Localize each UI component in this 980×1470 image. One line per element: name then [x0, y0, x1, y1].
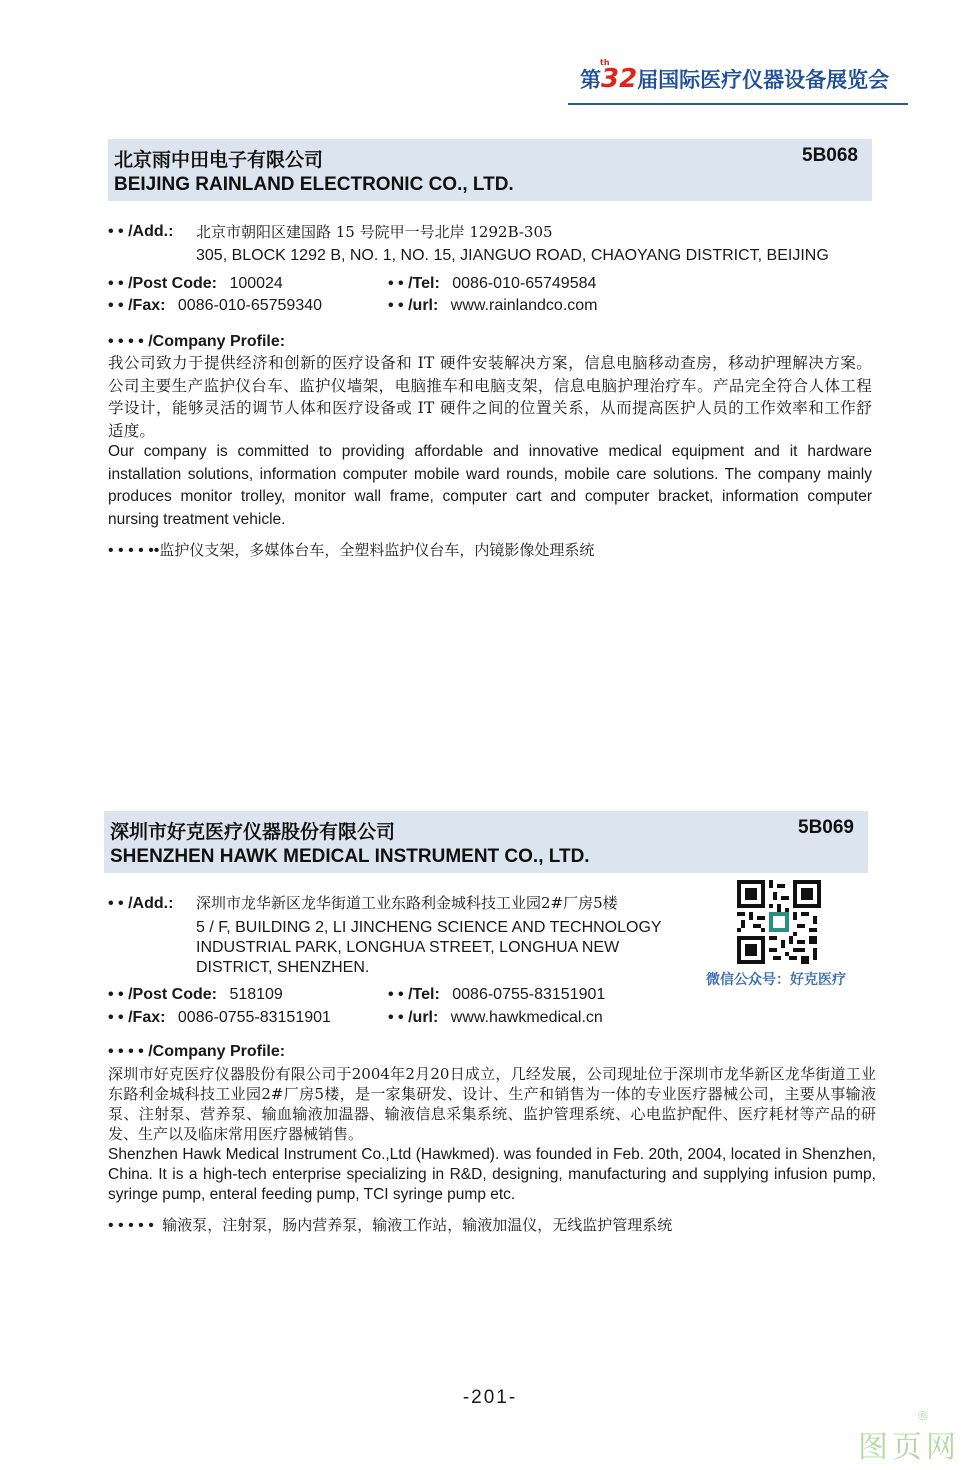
company-2-fax-row: [108, 1008, 331, 1028]
post-code-value: 518109: [229, 986, 283, 1003]
company-1-profile-label: [108, 332, 285, 352]
fax-value: 0086-0755-83151901: [177, 1009, 331, 1026]
qr-caption: 微信公众号：好克医疗: [706, 972, 846, 988]
post-code-value: 100024: [229, 275, 283, 292]
exhibition-title-prefix: 第: [580, 68, 601, 92]
company-2-booth: 5B069: [798, 817, 854, 838]
company-2-products-row: [108, 1215, 672, 1236]
url-label: • • /url:: [388, 1009, 439, 1026]
tel-label: • • /Tel:: [388, 986, 440, 1003]
company-1-name-en: BEIJING RAINLAND ELECTRONIC CO., LTD.: [114, 174, 514, 195]
watermark: 图页网: [858, 1430, 960, 1465]
company-2-tel-row: [388, 985, 605, 1005]
address-label: • • /Add.:: [108, 895, 174, 912]
tel-label: • • /Tel:: [388, 275, 440, 292]
company-2-title-band: [104, 811, 868, 873]
company-2-address-cn: 深圳市龙华新区龙华街道工业东路利金城科技工业园2#厂房5楼: [196, 894, 618, 912]
company-1-address-en: 305, BLOCK 1292 B, NO. 1, NO. 15, JIANGUO ROAD, CHAOYANG DISTRICT, BEIJING: [196, 247, 829, 264]
products-bullets: • • • • ••: [108, 542, 160, 559]
url-link[interactable]: www.rainlandco.com: [450, 297, 598, 314]
company-2-profile-label: [108, 1042, 285, 1062]
company-1-title-band: [108, 139, 872, 201]
company-2-address-row: [108, 894, 173, 914]
tel-value: 0086-010-65749584: [452, 275, 597, 292]
company-2-name-cn: 深圳市好克医疗仪器股份有限公司: [110, 821, 396, 843]
tel-value: 0086-0755-83151901: [452, 986, 606, 1003]
fax-label: • • /Fax:: [108, 1009, 166, 1026]
company-1-profile-en: Our company is committed to providing affordable and innovative medical equipment and it hardware installation solutions, information computer mobile ward rounds, mobile care solutions. The company mainly produces monitor trolley, monitor wall frame, computer cart and computer bracket, information computer nursing treatment vehicle.: [108, 443, 872, 528]
company-1-booth: 5B068: [802, 145, 858, 166]
company-1-address-cn: 北京市朝阳区建国路 15 号院甲一号北岸 1292B-305: [196, 223, 553, 241]
fax-value: 0086-010-65759340: [177, 297, 323, 314]
url-link[interactable]: www.hawkmedical.cn: [450, 1009, 603, 1026]
company-1-tel-row: [388, 274, 596, 294]
company-1-url-row: [388, 296, 598, 316]
company-1-post-row: [108, 274, 283, 294]
company-1-fax-row: [108, 296, 322, 316]
fax-label: • • /Fax:: [108, 297, 166, 314]
company-2-post-row: [108, 985, 283, 1005]
company-1-address-row: [108, 222, 173, 242]
exhibition-number-superscript: th: [600, 58, 610, 67]
header-rule: [568, 103, 908, 105]
watermark-registered-mark: ®: [918, 1408, 928, 1423]
url-label: • • /url:: [388, 297, 439, 314]
exhibition-number: 32: [601, 64, 638, 94]
company-2-profile-cn: 深圳市好克医疗仪器股份有限公司于2004年2月20日成立，几经发展，公司现址位于深圳市龙华新区龙华街道工业东路利金城科技工业园2#厂房5楼，是一家集研发、设计、生产和销售为一体的专业医疗器械公司，主要从事输液泵、注射泵、营养泵、输血输液加温器、输液信息采集系统、监护管理系统、心电监护配件、医疗耗材等产品的研发、生产以及临床常用医疗器械销售。: [108, 1065, 876, 1143]
company-1-products-row: [108, 540, 594, 561]
exhibition-title: [580, 58, 890, 94]
company-2-address-en-3: DISTRICT, SHENZHEN.: [196, 959, 370, 976]
company-1-profile-cn: 我公司致力于提供经济和创新的医疗设备和 IT 硬件安装解决方案，信息电脑移动查房，移动护理解决方案。公司主要生产监护仪台车、监护仪墙架，电脑推车和电脑支架，信息电脑护理治疗车。产品完全符合人体工程学设计，能够灵活的调节人体和医疗设备或 IT 硬件之间的位置关系，从而提高医护人员的工作效率和工作舒适度。: [108, 354, 872, 440]
exhibition-title-suffix: 届国际医疗仪器设备展览会: [637, 68, 890, 92]
products-list: 输液泵，注射泵，肠内营养泵，输液工作站，输液加温仪，无线监护管理系统: [162, 1216, 673, 1234]
company-2-name-en: SHENZHEN HAWK MEDICAL INSTRUMENT CO., LTD.: [110, 846, 590, 867]
page-number: -201-: [462, 1387, 518, 1408]
company-2-url-row: [388, 1008, 603, 1028]
qr-code-icon: [737, 880, 821, 964]
company-1-name-cn: 北京雨中田电子有限公司: [114, 149, 324, 171]
company-2-address-en-1: 5 / F, BUILDING 2, LI JINCHENG SCIENCE AND TECHNOLOGY: [196, 919, 662, 936]
products-list: 监护仪支架，多媒体台车，全塑料监护仪台车，内镜影像处理系统: [159, 541, 595, 559]
post-code-label: • • /Post Code:: [108, 986, 217, 1003]
company-2-profile-en: Shenzhen Hawk Medical Instrument Co.,Ltd (Hawkmed). was founded in Feb. 20th, 2004, located in Shenzhen, China. It is a high-tech enterprise specializing in R&D, designing, manufacturing and supplying infusion pump, syringe pump, enteral feeding pump, TCI syringe pump etc.: [108, 1146, 876, 1203]
profile-label: • • • • /Company Profile:: [108, 333, 286, 350]
address-label: • • /Add.:: [108, 223, 174, 240]
products-bullets: • • • • •: [108, 1217, 154, 1234]
company-2-address-en-2: INDUSTRIAL PARK, LONGHUA STREET, LONGHUA NEW: [196, 939, 620, 956]
profile-label: • • • • /Company Profile:: [108, 1043, 286, 1060]
post-code-label: • • /Post Code:: [108, 275, 217, 292]
